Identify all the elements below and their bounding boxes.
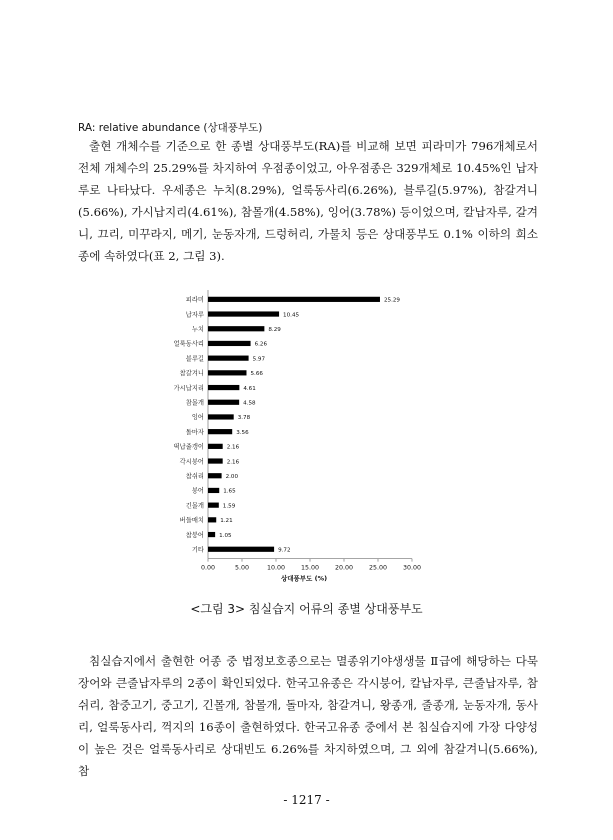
data-label: 4.58 — [243, 400, 256, 407]
data-bar — [208, 400, 239, 405]
category-label: 누치 — [191, 325, 204, 333]
x-tick-label: 10.00 — [266, 564, 286, 572]
data-label: 5.97 — [252, 356, 266, 363]
category-label: 각시붕어 — [179, 458, 204, 466]
category-label: 돌마자 — [185, 428, 204, 436]
data-bar — [208, 414, 234, 419]
data-bar — [208, 532, 215, 537]
data-label: 9.72 — [278, 547, 291, 554]
data-bar — [208, 341, 251, 346]
x-axis-title: 상대풍부도 (%) — [280, 574, 328, 583]
category-label: 참붕어 — [185, 531, 204, 539]
data-bar — [208, 503, 219, 508]
data-label: 5.66 — [250, 371, 263, 378]
x-tick-label: 0.00 — [200, 564, 216, 572]
section-label: RA: relative abundance (상대풍부도) — [78, 122, 263, 134]
relative-abundance-bar-chart — [140, 288, 440, 588]
data-bar — [208, 444, 223, 449]
data-label: 1.05 — [219, 532, 232, 539]
figure-caption: <그림 3> 침실습지 어류의 종별 상대풍부도 — [190, 602, 423, 616]
category-label: 블루길 — [185, 355, 204, 363]
x-tick-label: 15.00 — [300, 564, 320, 572]
category-label: 기타 — [191, 546, 204, 554]
data-bar — [208, 547, 274, 552]
data-label: 8.29 — [268, 326, 281, 333]
data-bar — [208, 385, 239, 390]
data-bar — [208, 297, 380, 302]
data-bar — [208, 326, 264, 331]
data-label: 25.29 — [383, 297, 400, 304]
paragraph-protected-species — [78, 651, 538, 782]
category-label: 떡납줄갱이 — [173, 443, 204, 451]
paragraph-1-text: 출현 개체수를 기준으로 한 종별 상대풍부도(RA)를 비교해 보면 피라미가 796개체로서 전체 개체수의 25.29%를 차지하여 우점종이었고, 아우점종은 329개체로 10.45%인 납자루로 나타났다. 우세종은 누치(8.29%), 얼룩동사리(6.26%), 블루길(5.97%), 참갈겨니(5.66%), 가시납지리(4.61%), 참몰개(4.58%), 잉어(3.78%) 등이었으며, 칼납자루, 갈겨니, 끄리, 미꾸라지, 메기, 눈동자개, 드렁허리, 가물치 등은 상대풍부도 0.1% 이하의 희소종에 속하였다(표 2, 그림 3). — [78, 139, 538, 263]
category-label: 가시납지리 — [173, 384, 204, 392]
data-bar — [208, 488, 219, 493]
x-tick-label: 30.00 — [402, 564, 422, 572]
data-bar — [208, 311, 279, 316]
paragraph-relative-abundance — [78, 136, 538, 267]
data-label: 10.45 — [283, 312, 300, 319]
category-label: 버들매치 — [179, 517, 204, 525]
data-label: 1.59 — [222, 503, 236, 510]
x-tick-label: 25.00 — [368, 564, 388, 572]
data-label: 2.16 — [226, 444, 240, 451]
data-label: 2.00 — [225, 473, 239, 480]
paragraph-2-text: 침실습지에서 출현한 어종 중 법정보호종으로는 멸종위기야생생물 Ⅱ급에 해당하는 다묵장어와 큰줄납자루의 2종이 확인되었다. 한국고유종은 각시붕어, 칼납자루, 큰줄납자루, 참쉬리, 참중고기, 중고기, 긴몰개, 참몰개, 돌마자, 참갈겨니, 왕종개, 줄종개, 눈동자개, 동사리, 얼룩동사리, 꺽지의 16종이 출현하였다. 한국고유종 중에서 본 침실습지에 가장 다양성이 높은 것은 얼룩동사리로 상대빈도 6.26%를 차지하였으며, 그 외에 참갈겨니(5.66%), 참 — [78, 654, 538, 778]
category-label: 참몰개 — [185, 399, 204, 407]
data-label: 4.61 — [243, 385, 256, 392]
data-bar — [208, 370, 246, 375]
data-label: 3.56 — [236, 429, 249, 436]
category-label: 피라미 — [185, 296, 204, 304]
data-label: 1.21 — [220, 518, 233, 525]
category-label: 참쉬리 — [185, 472, 204, 480]
data-label: 2.16 — [226, 459, 240, 466]
x-tick-label: 5.00 — [234, 564, 250, 572]
category-label: 납자루 — [185, 311, 204, 319]
page-number: - 1217 - — [283, 793, 330, 807]
category-label: 붕어 — [191, 487, 204, 495]
x-tick-label: 20.00 — [334, 564, 354, 572]
data-bar — [208, 429, 232, 434]
data-label: 3.78 — [237, 415, 251, 422]
data-bar — [208, 517, 216, 522]
data-label: 6.26 — [254, 341, 268, 348]
data-label: 1.65 — [223, 488, 236, 495]
data-bar — [208, 473, 222, 478]
category-label: 참갈겨니 — [179, 370, 204, 378]
category-label: 잉어 — [191, 414, 204, 422]
data-bar — [208, 356, 249, 361]
data-bar — [208, 458, 223, 463]
category-label: 얼룩동사리 — [173, 340, 204, 348]
category-label: 긴몰개 — [185, 502, 204, 510]
